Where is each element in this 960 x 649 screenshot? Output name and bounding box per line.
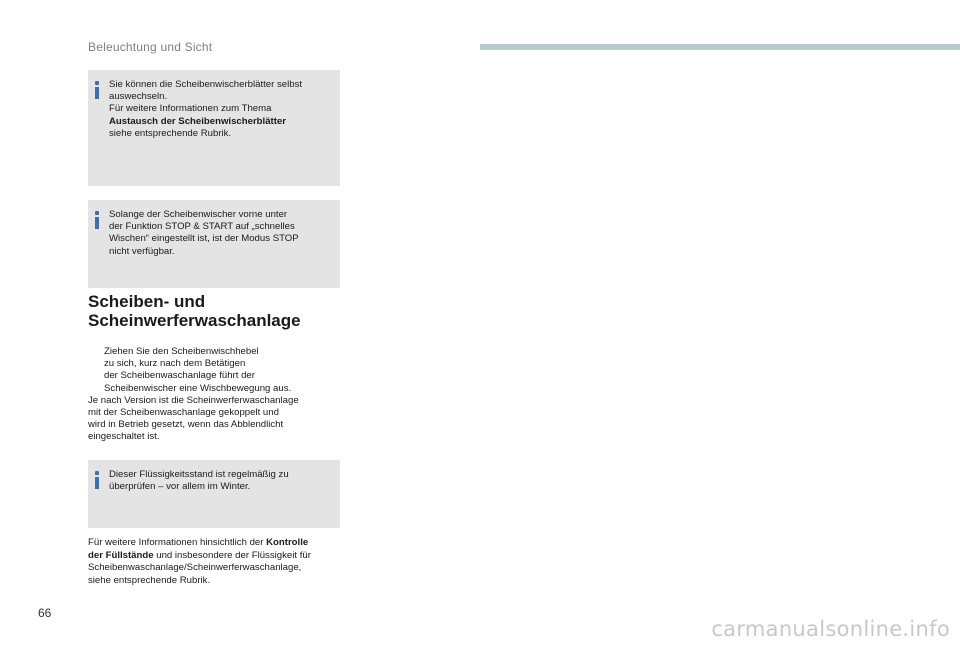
paragraph-line [88, 537, 353, 550]
info-icon [95, 211, 100, 229]
link-text-bold: der Füllstände [88, 549, 154, 561]
bullet-line: Scheibenwischer eine Wischbewegung aus. [104, 382, 292, 394]
section-title-line: Scheinwerferwaschanlage [88, 311, 301, 330]
paragraph-line: wird in Betrieb gesetzt, wenn das Abblendlicht [88, 419, 284, 431]
info-line: auswechseln. [109, 91, 168, 103]
paragraph-line: Scheibenwaschanlage/Scheinwerferwaschanlage, [88, 562, 302, 574]
info-box-wiper-blades [88, 70, 340, 186]
section-title [88, 292, 301, 330]
info-line: Dieser Flüssigkeitsstand ist regelmäßig zu [109, 469, 289, 480]
info-line: siehe entsprechende Rubrik. [109, 127, 232, 139]
info-line-bold: Austausch der Scheibenwischerblätter [109, 115, 287, 127]
info-line: nicht verfügbar. [109, 245, 175, 257]
bullet-line: der Scheibenwaschanlage führt der [104, 370, 255, 382]
bullet-line: Ziehen Sie den Scheibenwischhebel [104, 346, 259, 357]
bullet-arrow-icon [88, 346, 104, 395]
info-line: Wischen“ eingestellt ist, ist der Modus STOP [109, 233, 299, 245]
info-icon [95, 471, 100, 489]
header-bar [480, 44, 960, 50]
info-line: der Funktion STOP & START auf „schnelles [109, 221, 295, 233]
bullet-item [88, 346, 348, 395]
paragraph [88, 395, 348, 444]
watermark: carmanualsonline.info [711, 617, 950, 641]
page-number: 66 [38, 606, 52, 620]
paragraph-line [88, 550, 353, 563]
info-box-stop-start [88, 200, 340, 288]
info-line: überprüfen – vor allem im Winter. [109, 481, 251, 493]
bullet-line: zu sich, kurz nach dem Betätigen [104, 358, 246, 370]
section-body [88, 346, 348, 444]
paragraph-line: Je nach Version ist die Scheinwerferwaschanlage [88, 394, 299, 406]
info-line: Solange der Scheibenwischer vorne unter [109, 209, 288, 220]
info-icon [95, 81, 100, 99]
section-title-line: Scheiben- und [88, 292, 206, 311]
text-span: Für weitere Informationen hinsichtlich der [88, 537, 267, 548]
paragraph-line: eingeschaltet ist. [88, 431, 160, 443]
link-text-bold: Kontrolle [266, 537, 309, 548]
text-span: und insbesondere der Flüssigkeit für [153, 549, 311, 561]
info-box-fluid-level [88, 460, 340, 528]
page-header-title: Beleuchtung und Sicht [88, 40, 213, 54]
paragraph-line: siehe entsprechende Rubrik. [88, 574, 211, 586]
info-line: Sie können die Scheibenwischerblätter selbst [109, 79, 303, 90]
fluid-reference-paragraph [88, 537, 353, 587]
info-line: Für weitere Informationen zum Thema [109, 103, 272, 115]
paragraph-line: mit der Scheibenwaschanlage gekoppelt und [88, 407, 279, 419]
